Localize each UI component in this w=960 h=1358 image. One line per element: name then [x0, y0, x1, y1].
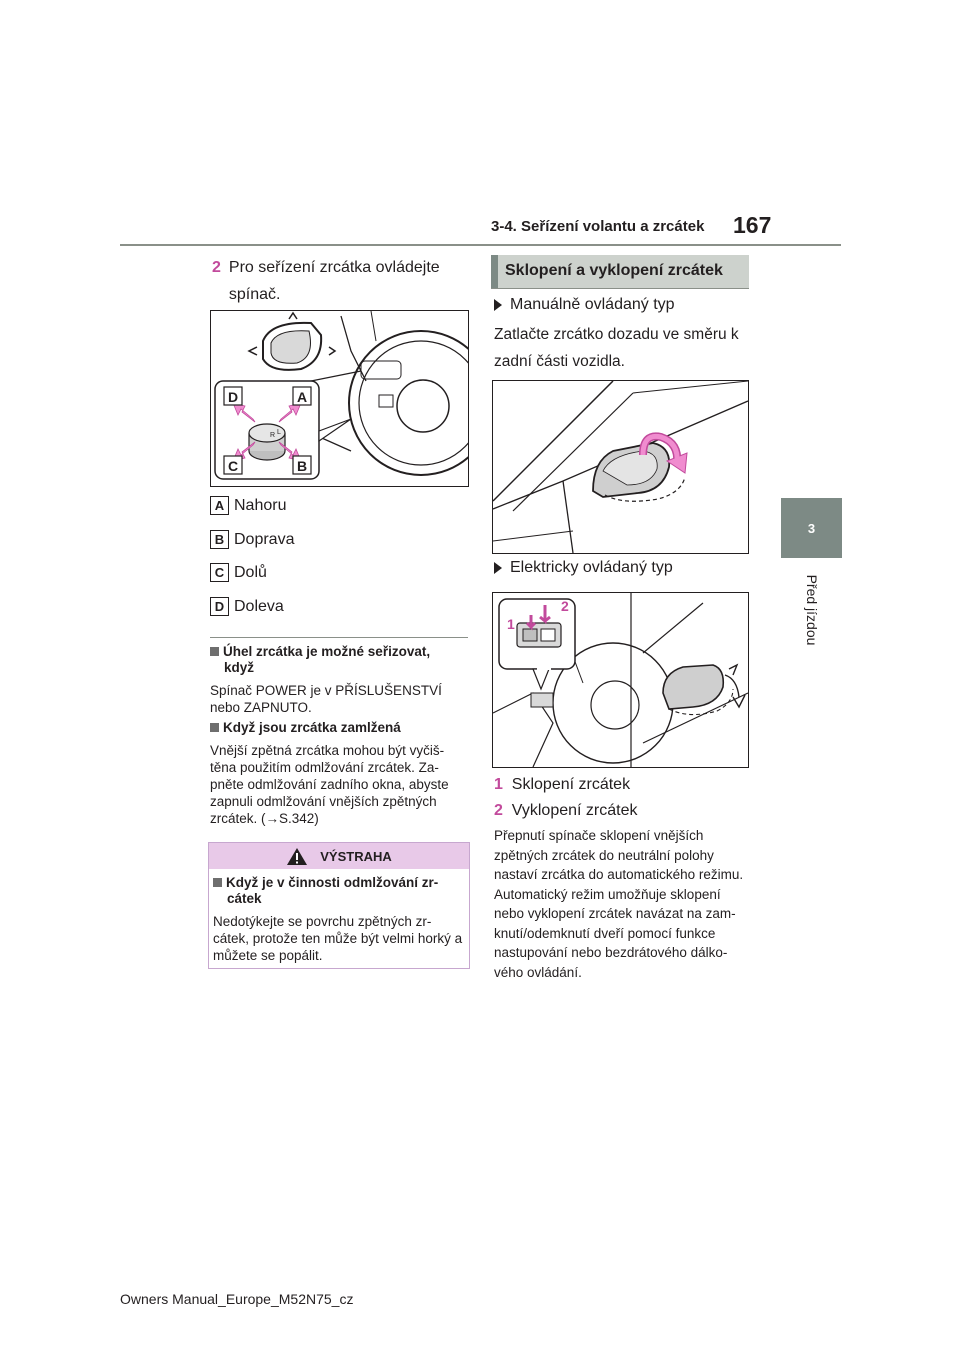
- fig-label-a: A: [297, 389, 308, 405]
- fig-label-2: 2: [561, 598, 569, 614]
- warning-content: [213, 875, 463, 964]
- legend-label: Doleva: [234, 597, 284, 615]
- auto-mode-info: Přepnutí spínače sklopení vnějších zpětných zrcátek do neutrální polohy nastaví zrcátka do automatického režimu. Automatický režim umožňuje sklopení nebo vyklopení zrcátek navázat na zam- knutí/odemknutí dveří pomocí funkce nastupování nebo bezdrátového dálko- vého ovládání.: [494, 828, 744, 980]
- warning-body: Nedotýkejte se povrchu zpětných zr- cátek, protože ten může být velmi horký a můžete se popálit.: [213, 914, 463, 963]
- knob-label-r: R: [270, 432, 276, 439]
- legend-item-a: [210, 496, 286, 515]
- step-item-1: [494, 772, 637, 798]
- manual-fold-illustration: [493, 381, 748, 553]
- warning-subtitle-text: Když je v činnosti odmlžování zr- cátek: [226, 875, 439, 906]
- warning-triangle-icon: [286, 847, 308, 866]
- chapter-title-text: Před jízdou: [804, 574, 820, 646]
- section-heading: [491, 255, 749, 289]
- warning-title: VÝSTRAHA: [320, 848, 392, 864]
- triangle-bullet-icon: [494, 562, 502, 574]
- mirror-switch-illustration: [211, 311, 468, 486]
- knob-label-l: L: [277, 429, 281, 436]
- chapter-tab-title: [779, 572, 845, 648]
- footer-manual-name: Owners Manual_Europe_M52N75_cz: [120, 1291, 354, 1307]
- note-title: [210, 720, 466, 736]
- step-number: 1: [494, 776, 503, 793]
- note-body: [210, 742, 466, 827]
- fig-label-b: B: [297, 458, 308, 474]
- legend-item-b: [210, 530, 294, 549]
- electric-type-heading: [494, 559, 673, 577]
- section-heading-bar: [491, 255, 498, 288]
- bullet-square-icon: [210, 723, 219, 732]
- note-title: [210, 644, 460, 676]
- note-title-text: Úhel zrcátka je možné seřizovat, když: [223, 644, 431, 675]
- step-text: Pro seřízení zrcátka ovládejte spínač.: [228, 259, 440, 303]
- step-number: 2: [212, 259, 221, 276]
- triangle-bullet-icon: [494, 299, 502, 311]
- legend-label: Nahoru: [234, 496, 287, 514]
- header-rule: [120, 244, 841, 246]
- step-text: Vyklopení zrcátek: [511, 802, 638, 819]
- note-title-text: Když jsou zrcátka zamlžená: [223, 720, 401, 735]
- electric-fold-illustration: [493, 593, 748, 767]
- mirror-switch-figure: [210, 310, 469, 487]
- step-number: 2: [494, 802, 503, 819]
- manual-type-heading: [494, 296, 675, 314]
- fig-label-1: 1: [507, 616, 515, 632]
- fig-label-c: C: [228, 458, 239, 474]
- manual-fold-figure: [492, 380, 749, 554]
- chapter-tab-number: 3: [781, 498, 842, 558]
- section-title: 3-4. Seřízení volantu a zrcátek: [491, 218, 705, 235]
- manual-type-text: Zatlačte zrcátko dozadu ve směru k zadní části vozidla.: [494, 326, 739, 370]
- note-angle-adjust: [210, 644, 460, 716]
- warning-subtitle: [213, 875, 463, 907]
- fig-label-d: D: [228, 389, 239, 405]
- divider: [210, 637, 468, 638]
- arrow-right-icon: →: [265, 811, 280, 826]
- legend-key: C: [210, 563, 229, 582]
- manual-type-title: Manuálně ovládaný typ: [510, 296, 675, 313]
- legend-item-d: [210, 597, 284, 616]
- note-body: Spínač POWER je v PŘÍSLUŠENSTVÍ nebo ZAPNUTO.: [210, 683, 442, 715]
- step-2: [212, 254, 472, 308]
- section-heading-text: Sklopení a vyklopení zrcátek: [505, 262, 723, 279]
- legend-label: Doprava: [234, 530, 295, 548]
- page-number: 167: [733, 212, 772, 238]
- note-fogged-mirrors: [210, 720, 466, 827]
- step-item-2: [494, 798, 637, 824]
- legend-key: A: [210, 496, 229, 515]
- legend-key: D: [210, 597, 229, 616]
- step-list: [494, 772, 637, 824]
- warning-box: [208, 842, 470, 969]
- page-reference[interactable]: S.342: [279, 811, 315, 826]
- legend-item-c: [210, 563, 267, 582]
- legend-label: Dolů: [234, 563, 267, 581]
- bullet-square-icon: [210, 647, 219, 656]
- legend-key: B: [210, 530, 229, 549]
- bullet-square-icon: [213, 878, 222, 887]
- electric-fold-figure: [492, 592, 749, 768]
- step-text: Sklopení zrcátek: [511, 776, 631, 793]
- electric-type-title: Elektricky ovládaný typ: [510, 559, 673, 576]
- note-body-text: Vnější zpětná zrcátka mohou být vyčiš- těna použitím odmlžování zrcátek. Za- pněte odmlžování zadního okna, abyste zapnuli odmlžování vnějších zpětných zrcátek. (: [210, 743, 449, 826]
- note-body-close: ): [314, 811, 319, 826]
- warning-header: [209, 843, 469, 869]
